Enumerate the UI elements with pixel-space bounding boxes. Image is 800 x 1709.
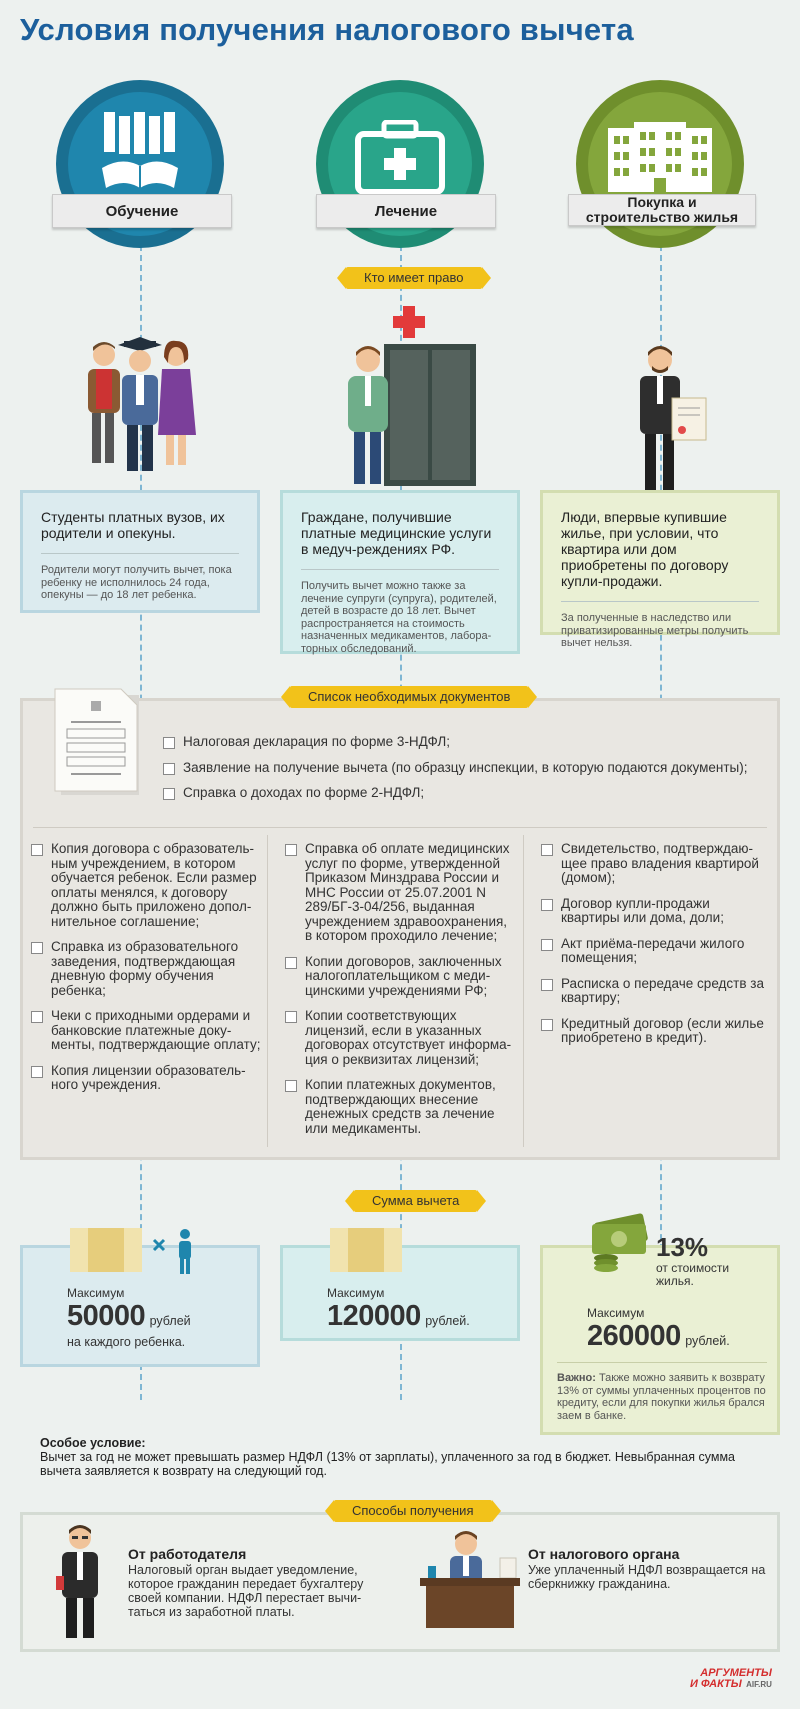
sum-percent: 13% bbox=[656, 1232, 709, 1262]
book-icon bbox=[98, 108, 182, 198]
list-item: Копия договора с образователь-ным учреждением, в котором обучается ребенок. Если размер оплаты менялся, к договору должно быть приложено допол-нительное соглашение; bbox=[31, 842, 261, 929]
who-card-education bbox=[20, 490, 260, 613]
who-card-main-text: Студенты платных вузов, их родители и опекуны. bbox=[41, 509, 225, 541]
money-box-icon bbox=[330, 1226, 406, 1276]
list-item: Копии платежных документов, подтверждающих внесение денежных средств за лечение или медикаменты. bbox=[285, 1078, 515, 1136]
checkbox-icon bbox=[541, 1019, 553, 1031]
checkbox-icon bbox=[163, 737, 175, 749]
ribbon-methods: Способы получения bbox=[334, 1500, 492, 1522]
ribbon-documents: Список необходимых документов bbox=[290, 686, 528, 708]
ribbon-who: Кто имеет право bbox=[346, 267, 482, 289]
medkit-icon bbox=[354, 120, 446, 196]
divider bbox=[557, 1362, 767, 1363]
page-title: Условия получения налогового вычета bbox=[20, 12, 634, 47]
logo-site: AIF.RU bbox=[746, 1680, 772, 1689]
tax-office-illustration bbox=[420, 1530, 520, 1630]
checkbox-icon bbox=[31, 1011, 43, 1023]
sum-note-text: Также можно заявить к возврату 13% от суммы уплаченных процентов по кредиту, если для покупки жилья брался заем в банке. bbox=[557, 1372, 766, 1422]
sum-note-bold: Важно: bbox=[557, 1372, 596, 1384]
who-card-main-text: Граждане, получившие платные медицинские услуги в медуч-реждениях РФ. bbox=[301, 509, 492, 557]
column-divider bbox=[267, 835, 268, 1147]
special-condition-text: Вычет за год не может превышать размер НДФЛ (13% от зарплаты), уплаченного за год в бюджет. Невыбранная сумма вычета заявляется к возврату на следующий год. bbox=[40, 1450, 735, 1478]
documents-education-column bbox=[31, 842, 261, 1104]
checkbox-icon bbox=[541, 979, 553, 991]
checkbox-icon bbox=[31, 844, 43, 856]
who-card-housing bbox=[540, 490, 780, 649]
documents-treatment-column bbox=[285, 842, 515, 1147]
checkbox-icon bbox=[541, 939, 553, 951]
logo-line1: АРГУМЕНТЫ bbox=[700, 1667, 772, 1679]
sum-amount-row bbox=[327, 1300, 470, 1333]
list-item: Кредитный договор (если жилье приобретено в кредит). bbox=[541, 1017, 771, 1046]
money-box-icon bbox=[70, 1226, 200, 1276]
category-label-housing: Покупка и строительство жилья bbox=[568, 194, 756, 226]
students-parents-illustration bbox=[80, 335, 200, 475]
method-employer-text: Налоговый орган выдает уведомление, которое гражданин передает бухгалтеру своей компании. НДФЛ перестает вычи-таться из заработной платы. bbox=[128, 1563, 364, 1619]
ribbon-sums: Сумма вычета bbox=[354, 1190, 477, 1212]
checkbox-icon bbox=[163, 763, 175, 775]
list-item: Чеки с приходными ордерами и банковские платежные доку-менты, подтверждающие оплату; bbox=[31, 1009, 261, 1053]
method-tax-text: Уже уплаченный НДФЛ возвращается на сберкнижку гражданина. bbox=[528, 1563, 766, 1591]
special-condition bbox=[40, 1436, 760, 1478]
checkbox-icon bbox=[163, 788, 175, 800]
sum-label: Максимум bbox=[587, 1306, 645, 1320]
patient-illustration bbox=[340, 300, 480, 490]
list-item: Акт приёма-передачи жилого помещения; bbox=[541, 937, 771, 966]
money-stack-icon bbox=[590, 1212, 654, 1272]
sum-amount-row bbox=[587, 1320, 730, 1353]
sum-amount-row bbox=[67, 1300, 191, 1333]
divider bbox=[301, 569, 499, 570]
special-condition-title: Особое условие: bbox=[40, 1436, 146, 1450]
who-card-note: Родители могут получить вычет, пока ребенку не исполнилось 24 года, опекуны — до 18 лет ребенка. bbox=[41, 564, 232, 601]
building-icon bbox=[604, 112, 716, 194]
list-item: Налоговая декларация по форме 3-НДФЛ; bbox=[163, 735, 763, 750]
method-tax-title: От налогового органа bbox=[528, 1546, 680, 1562]
sum-amount: 120000 bbox=[327, 1300, 421, 1332]
checkbox-icon bbox=[285, 1011, 297, 1023]
documents-box bbox=[20, 698, 780, 1160]
who-card-note: Получить вычет можно также за лечение супруги (супруга), родителей, детей в возрасте до 18 лет. Вычет распространяется на стоимость назначенных медикаментов, лабора-торных обследований. bbox=[301, 580, 497, 655]
sum-percent-text: от стоимости жилья. bbox=[656, 1261, 730, 1288]
category-label-treatment: Лечение bbox=[316, 194, 496, 228]
aif-logo bbox=[690, 1668, 772, 1690]
list-item: Расписка о передаче средств за квартиру; bbox=[541, 977, 771, 1006]
sum-label: Максимум bbox=[327, 1286, 385, 1300]
list-item: Справка из образовательного заведения, подтверждающая дневную форму обучения ребенка; bbox=[31, 940, 261, 998]
documents-housing-column bbox=[541, 842, 771, 1057]
list-item: Справка об оплате медицинских услуг по форме, утвержденной Приказом Минздрава России и МНС России от 25.07.2001 N 289/БГ-3-04/256, выданная учреждением здравоохранения, в котором проходило лечение; bbox=[285, 842, 515, 944]
list-item: Заявление на получение вычета (по образцу инспекции, в которую подаются документы); bbox=[163, 761, 763, 776]
documents-divider bbox=[33, 827, 767, 828]
checkbox-icon bbox=[285, 957, 297, 969]
home-buyer-illustration bbox=[630, 340, 710, 500]
list-item: Свидетельство, подтверждаю-щее право владения квартирой (домом); bbox=[541, 842, 771, 886]
checkbox-icon bbox=[285, 1080, 297, 1092]
checkbox-icon bbox=[541, 899, 553, 911]
list-item: Копии соответствующих лицензий, если в указанных договорах отсутствует информа-ция о реквизитах лицензий; bbox=[285, 1009, 515, 1067]
divider bbox=[561, 601, 759, 602]
divider bbox=[41, 553, 239, 554]
document-icon bbox=[53, 687, 143, 799]
sum-unit: рублей. bbox=[425, 1314, 470, 1328]
checkbox-icon bbox=[541, 844, 553, 856]
list-item: Договор купли-продажи квартиры или дома, доли; bbox=[541, 897, 771, 926]
sum-unit: рублей bbox=[149, 1314, 191, 1328]
employer-illustration bbox=[52, 1524, 108, 1640]
category-label-education: Обучение bbox=[52, 194, 232, 228]
sum-amount: 50000 bbox=[67, 1300, 146, 1332]
checkbox-icon bbox=[31, 942, 43, 954]
logo-line2: И ФАКТЫ bbox=[690, 1678, 742, 1690]
checkbox-icon bbox=[285, 844, 297, 856]
sum-unit: рублей. bbox=[685, 1334, 730, 1348]
method-employer-title: От работодателя bbox=[128, 1546, 247, 1562]
sum-label: Максимум bbox=[67, 1286, 125, 1300]
sum-amount: 260000 bbox=[587, 1320, 681, 1352]
who-card-note: За полученные в наследство или приватизированные метры получить вычет нельзя. bbox=[561, 612, 749, 649]
checkbox-icon bbox=[31, 1066, 43, 1078]
sum-note bbox=[557, 1372, 767, 1422]
list-item: Копии договоров, заключенных налогоплательщиком с меди-цинскими учреждениями РФ; bbox=[285, 955, 515, 999]
column-divider bbox=[523, 835, 524, 1147]
common-documents-list bbox=[163, 735, 763, 812]
list-item: Справка о доходах по форме 2-НДФЛ; bbox=[163, 786, 763, 801]
who-card-treatment bbox=[280, 490, 520, 654]
list-item: Копия лицензии образователь-ного учреждения. bbox=[31, 1064, 261, 1093]
who-card-main-text: Люди, впервые купившие жилье, при условии, что квартира или дом приобретены по договору купли-продажи. bbox=[561, 509, 729, 589]
sum-extra: на каждого ребенка. bbox=[67, 1335, 186, 1349]
